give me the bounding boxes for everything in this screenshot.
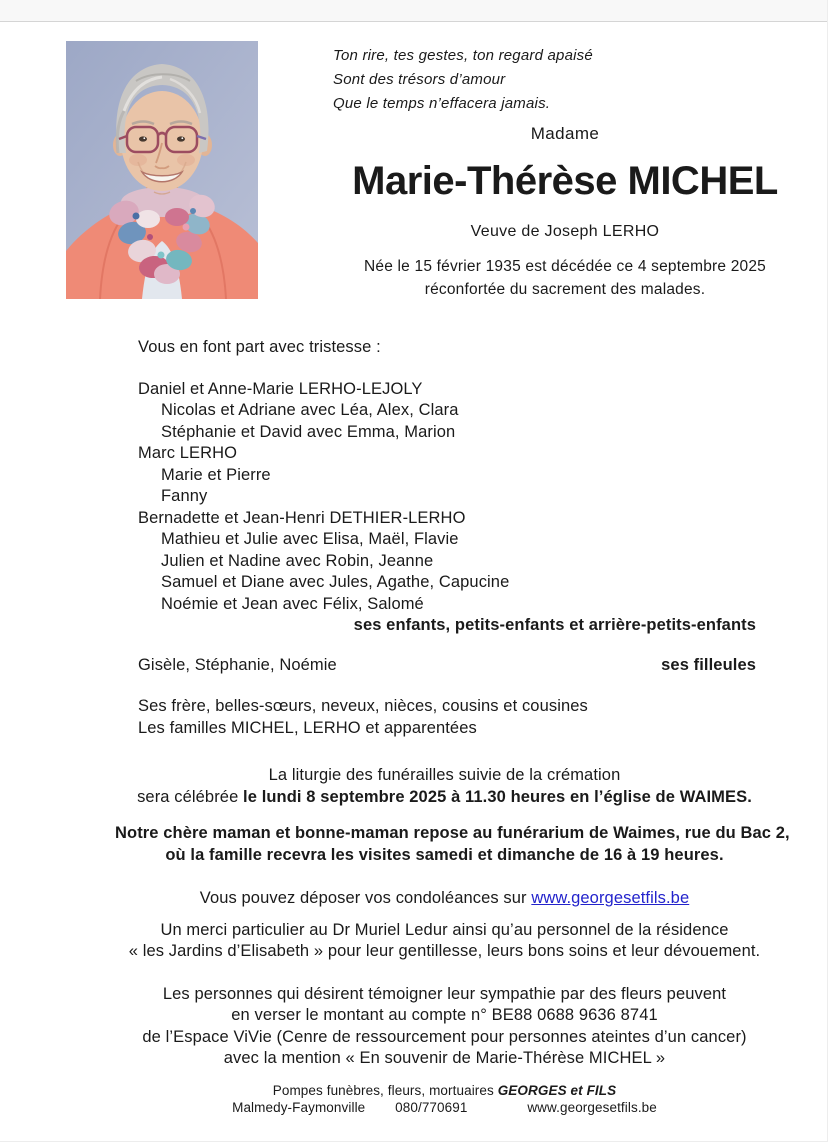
ceremony-date-bold: le lundi 8 septembre 2025 à 11.30 heures en l’église de WAIMES. xyxy=(243,787,752,806)
condolences-block xyxy=(115,888,774,910)
relatives-line: Les familles MICHEL, LERHO et apparentées xyxy=(138,718,477,737)
family-member-row: Daniel et Anne-Marie LERHO-LEJOLY xyxy=(138,379,423,398)
repose-line: où la famille recevra les visites samedi et dimanche de 16 à 19 heures. xyxy=(165,845,724,864)
goddaughters-row xyxy=(138,655,761,677)
page-top-edge xyxy=(0,0,827,22)
deceased-name: Marie-Thérèse MICHEL xyxy=(352,159,778,203)
flowers-line: de l’Espace ViVie (Cenre de ressourcement pour personnes ateintes d’un cancer) xyxy=(142,1027,747,1046)
flowers-block xyxy=(115,984,774,1070)
thanks-block xyxy=(115,920,774,963)
ceremony-line: La liturgie des funérailles suivie de la crémation xyxy=(268,766,621,784)
flowers-line: en verser le montant au compte n° BE88 0688 9636 8741 xyxy=(231,1006,658,1024)
family-member-row: Samuel et Diane avec Jules, Agathe, Capucine xyxy=(161,573,510,591)
funeral-home-footer xyxy=(115,1082,774,1117)
thanks-line: Un merci particulier au Dr Muriel Ledur ainsi qu’au personnel de la résidence xyxy=(160,920,729,939)
children-label: ses enfants, petits-enfants et arrière-petits-enfants xyxy=(353,616,756,634)
announcement-intro: Vous en font part avec tristesse : xyxy=(138,338,381,356)
footer-website: www.georgesetfils.be xyxy=(527,1100,657,1115)
family-member-row: Noémie et Jean avec Félix, Salomé xyxy=(161,594,424,613)
family-list xyxy=(138,379,761,616)
poem-line: Sont des trésors d’amour xyxy=(333,71,506,88)
goddaughters-names: Gisèle, Stéphanie, Noémie xyxy=(138,655,337,674)
footer-phone: 080/770691 xyxy=(395,1100,468,1115)
thanks-line: « les Jardins d’Elisabeth » pour leur gentillesse, leurs bons soins et leur dévouement. xyxy=(128,942,761,960)
flowers-line: avec la mention « En souvenir de Marie-Thérèse MICHEL » xyxy=(223,1049,666,1067)
footer-contact-line xyxy=(115,1099,774,1117)
family-member-row: Marie et Pierre xyxy=(161,465,271,484)
funeral-home-name: GEORGES et FILS xyxy=(497,1082,617,1098)
family-member-row: Julien et Nadine avec Robin, Jeanne xyxy=(161,551,434,570)
header-section xyxy=(0,22,827,322)
ceremony-block xyxy=(115,765,774,808)
footer-location: Malmedy-Faymonville xyxy=(232,1100,366,1115)
condolences-website-link[interactable]: www.georgesetfils.be xyxy=(531,889,690,907)
relatives-line: Ses frère, belles-sœurs, neveux, nièces, cousins et cousines xyxy=(138,697,588,715)
poem-line: Que le temps n’effacera jamais. xyxy=(333,95,551,112)
announcement-body xyxy=(115,337,790,1117)
memorial-poem xyxy=(333,44,812,116)
family-member-row: Bernadette et Jean-Henri DETHIER-LERHO xyxy=(138,508,466,527)
condolences-text: Vous pouvez déposer vos condoléances sur xyxy=(199,889,532,907)
dates-line: réconfortée du sacrement des malades. xyxy=(424,281,706,298)
goddaughters-label: ses filleules xyxy=(661,655,756,674)
repose-line: Notre chère maman et bonne-maman repose au funérarium de Waimes, rue du Bac 2, xyxy=(115,824,790,842)
family-member-row: Fanny xyxy=(161,487,208,505)
footer-services-line: Pompes funèbres, fleurs, mortuaires GEORGES et FILS xyxy=(272,1082,617,1098)
dates-line: Née le 15 février 1935 est décédée ce 4 septembre 2025 xyxy=(363,258,766,275)
widow-line: Veuve de Joseph LERHO xyxy=(470,223,660,240)
flowers-line: Les personnes qui désirent témoigner leur sympathie par des fleurs peuvent xyxy=(162,984,727,1003)
life-dates xyxy=(318,255,812,301)
poem-line: Ton rire, tes gestes, ton regard apaisé xyxy=(333,47,593,64)
repose-block xyxy=(115,823,790,866)
portrait-photo xyxy=(66,41,258,299)
family-member-row: Marc LERHO xyxy=(138,444,238,462)
relatives-lines xyxy=(138,696,761,739)
family-member-row: Stéphanie et David avec Emma, Marion xyxy=(161,422,456,441)
ceremony-line: sera célébrée le lundi 8 septembre 2025 à 11.30 heures en l’église de WAIMES. xyxy=(137,787,752,806)
family-member-row: Nicolas et Adriane avec Léa, Alex, Clara xyxy=(161,401,459,419)
title-prefix: Madame xyxy=(530,124,600,143)
family-member-row: Mathieu et Julie avec Elisa, Maël, Flavie xyxy=(161,530,459,548)
header-text-column xyxy=(318,22,812,301)
